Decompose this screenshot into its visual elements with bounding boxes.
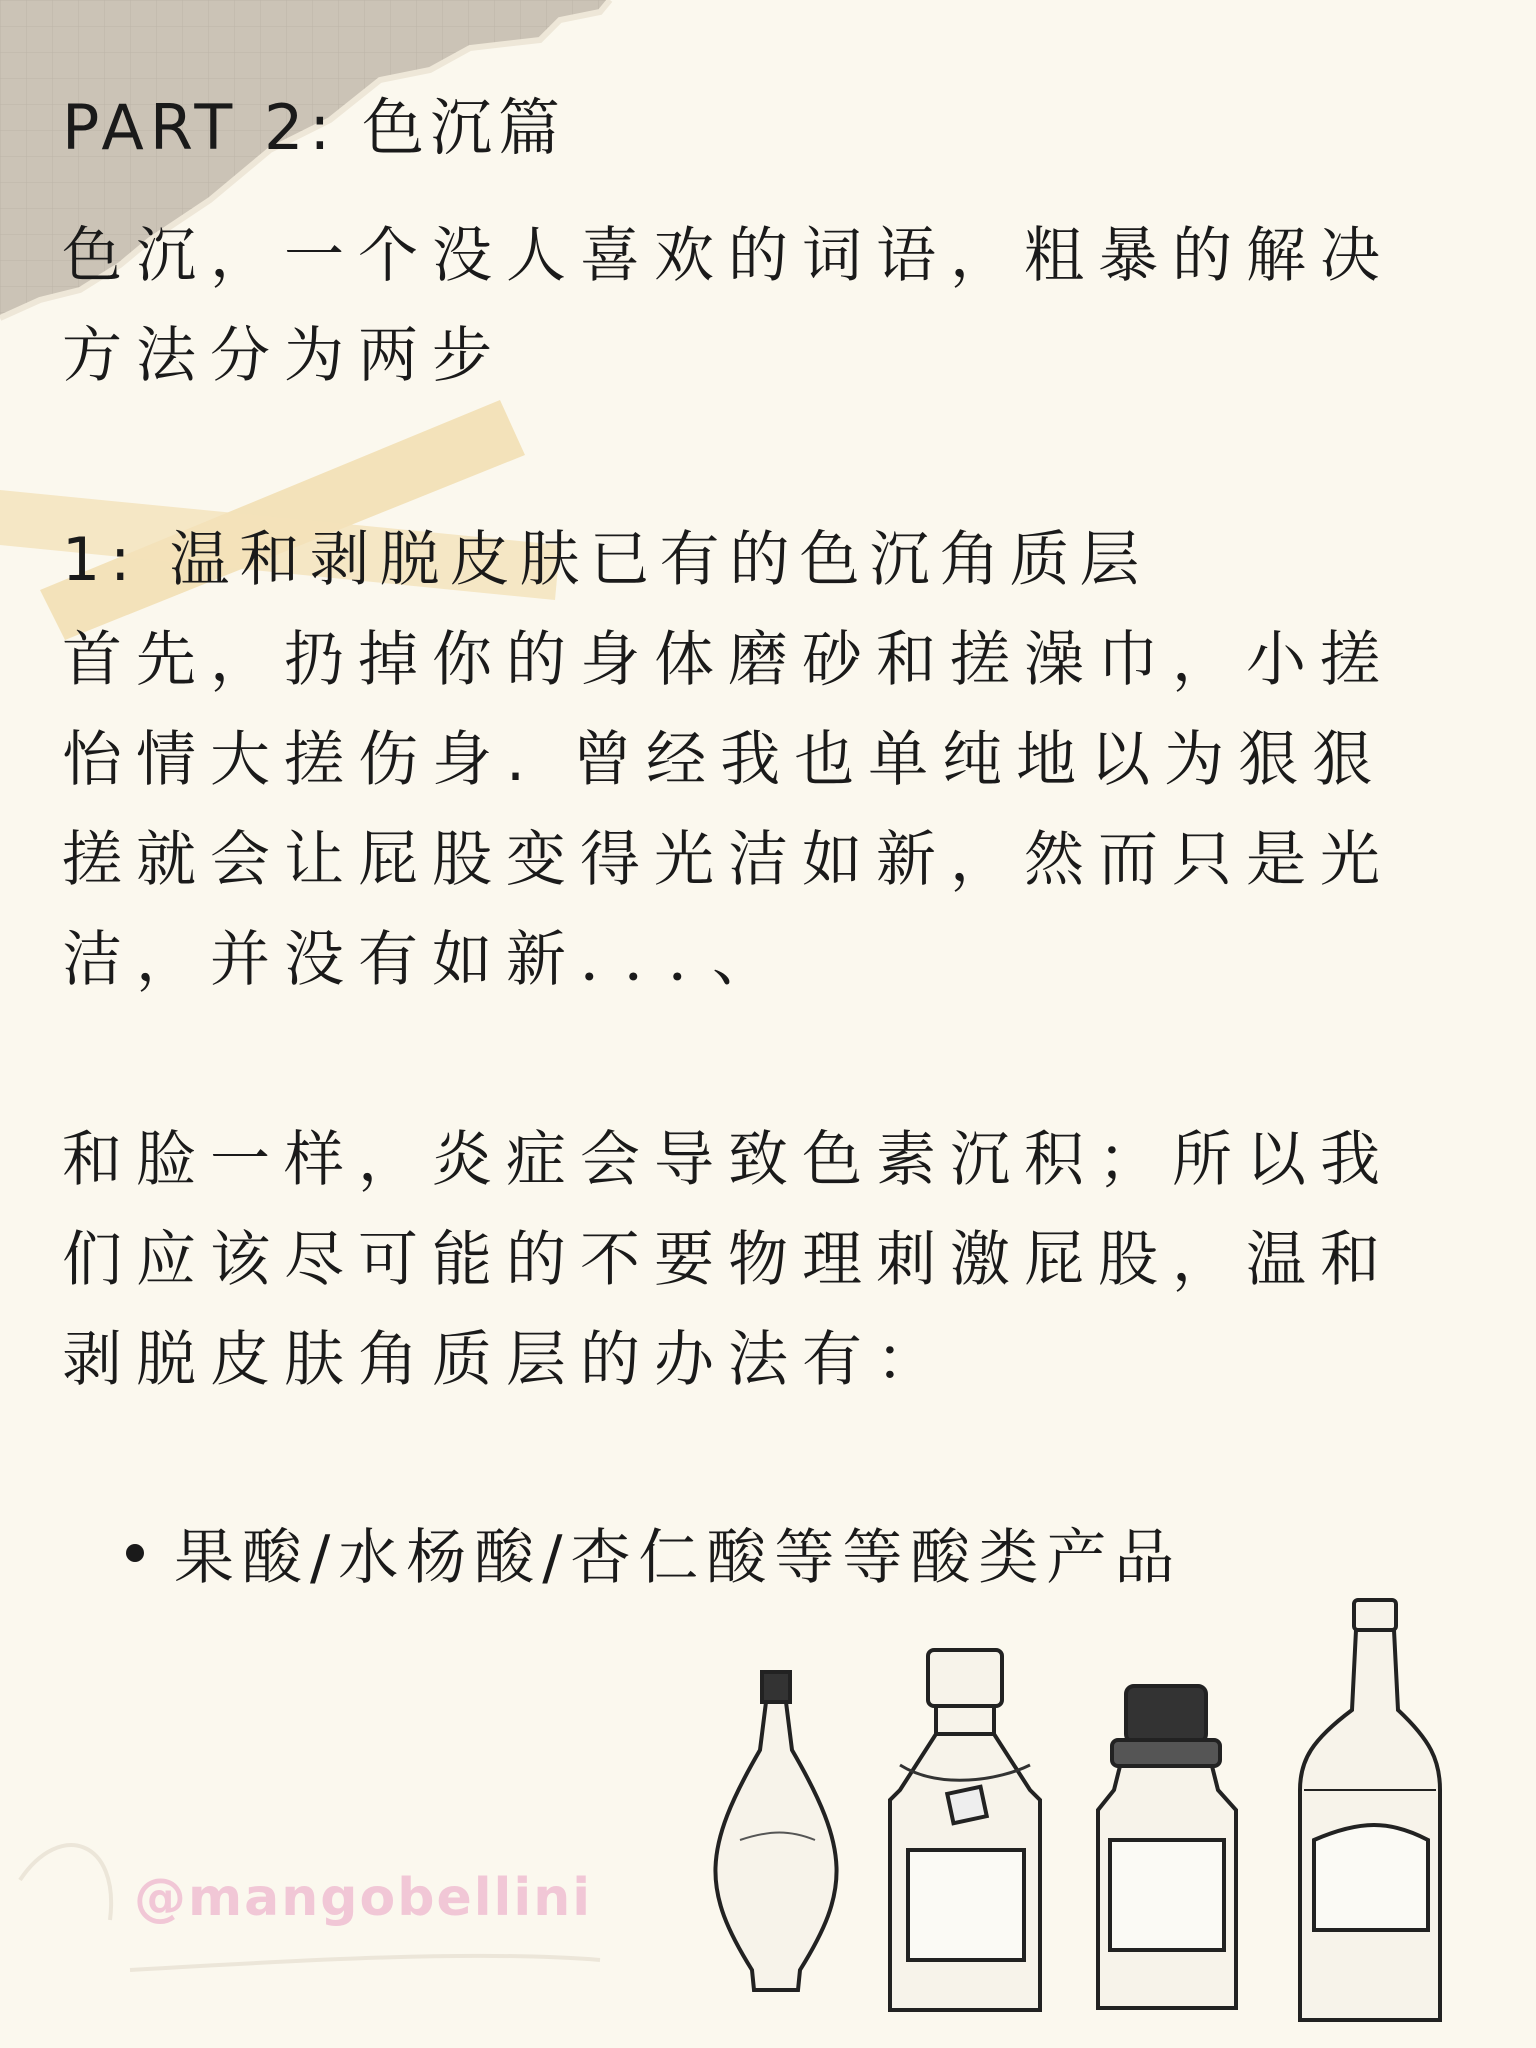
intro-line-1: 色沉，一个没人喜欢的词语，粗暴的解决 (62, 221, 1394, 291)
tagged-bottle-icon (890, 1650, 1040, 2010)
bullet-text: 果酸/水杨酸/杏仁酸等等酸类产品 (174, 1523, 1183, 1593)
bottle-illustrations (700, 1590, 1500, 2030)
corked-vial-icon (1098, 1686, 1236, 2008)
step1-section (62, 510, 1476, 1010)
page-title: PART 2: 色沉篇 (62, 91, 567, 164)
intro-paragraph (62, 206, 1476, 406)
step1-line-2: 怡情大搓伤身. 曾经我也单纯地以为狠狠 (62, 725, 1387, 795)
intro-line-2: 方法分为两步 (62, 321, 506, 391)
tall-bottle-icon (1300, 1600, 1440, 2020)
paragraph-2 (62, 1110, 1476, 1410)
paragraph2-line-3: 剥脱皮肤角质层的办法有： (62, 1325, 950, 1395)
watermark: @mangobellini (134, 1868, 593, 1928)
teardrop-bottle-icon (715, 1672, 836, 1990)
paragraph2-line-2: 们应该尽可能的不要物理刺激屁股，温和 (62, 1225, 1394, 1295)
bullet-list-item (126, 1510, 1182, 1596)
step1-line-3: 搓就会让屁股变得光洁如新，然而只是光 (62, 825, 1394, 895)
bullet-dot-icon (126, 1544, 144, 1562)
step1-line-4: 洁，并没有如新．．．、 (62, 925, 786, 995)
step1-heading: 1: 温和剥脱皮肤已有的色沉角质层 (62, 525, 1150, 595)
paragraph2-line-1: 和脸一样，炎症会导致色素沉积；所以我 (62, 1125, 1394, 1195)
step1-line-1: 首先，扔掉你的身体磨砂和搓澡巾，小搓 (62, 625, 1394, 695)
